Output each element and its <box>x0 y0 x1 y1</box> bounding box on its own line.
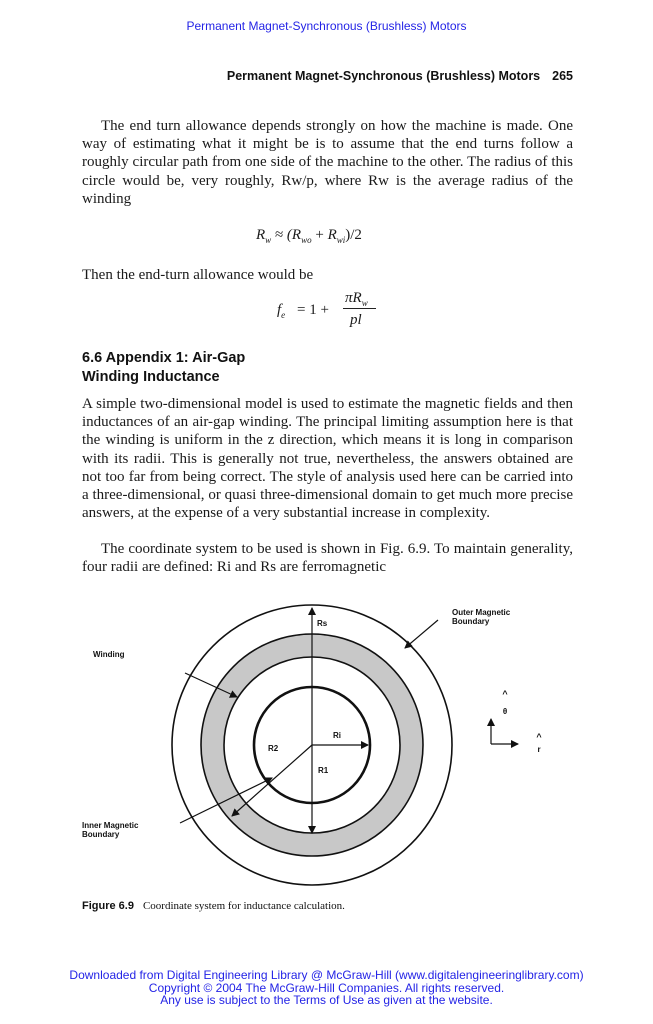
footer-line-1[interactable]: Downloaded from Digital Engineering Library @ McGraw-Hill (www.digitalengineeringlibrary.com) <box>69 968 584 982</box>
theta-label: θ <box>502 707 508 716</box>
running-head-title: Permanent Magnet-Synchronous (Brushless) Motors <box>226 69 541 83</box>
theta-hat-mark: ^ <box>502 689 508 699</box>
figure-caption <box>82 900 345 912</box>
paragraph-end-turn: The end turn allowance depends strongly on how the machine is made. One way of estimating what it might be is to assume that the end turns follow a roughly circular path from one side of the machine to the other. The radius of this circle would be, very roughly, Rw/p, where Rw is the average radius of the winding <box>82 118 573 207</box>
outer-boundary-label-1: Outer Magnetic <box>452 608 511 617</box>
top-banner[interactable]: Permanent Magnet-Synchronous (Brushless) Motors <box>186 19 467 33</box>
outer-boundary-label-2: Boundary <box>452 617 490 626</box>
caption-text: Coordinate system for inductance calculation. <box>142 900 345 912</box>
inner-boundary-label-2: Boundary <box>82 830 120 839</box>
winding-label: Winding <box>93 650 125 659</box>
footer-line-2[interactable]: Copyright © 2004 The McGraw-Hill Companies. All rights reserved. <box>148 980 505 995</box>
page-number: 265 <box>552 69 573 83</box>
paragraph-coordinate-system: The coordinate system to be used is shown in Fig. 6.9. To maintain generality, four radii are defined: Ri and Rs are ferromagnetic <box>82 541 573 576</box>
rs-label: Rs <box>317 619 328 628</box>
equation-rw: $R_w \approx (R_{wo} + R_{wi})/2$ <box>256 227 362 245</box>
outer-boundary-pointer <box>405 620 438 648</box>
caption-number: Figure 6.9 <box>82 900 134 912</box>
r2-label: R2 <box>268 744 279 753</box>
coordinate-figure <box>0 585 653 890</box>
footer[interactable] <box>0 969 653 1007</box>
r1-label: R1 <box>318 766 329 775</box>
running-head <box>227 69 573 83</box>
equation-fe: $f_e$ = 1 + $\pi R_w$ pl <box>277 294 387 334</box>
paragraph-air-gap-model: A simple two-dimensional model is used to estimate the magnetic fields and then inductances of an air-gap winding. The principal limiting assumption here is that the winding is uniform in the z direction, which means it is long in comparison with its radii. This is generally not true, nevertheless, the answers obtained are not too far from being correct. The style of analysis used here can be carried into a three-dimensional, or quasi three-dimensional domain to get much more precise answers, at the expense of a very substantial increase in complexity. <box>82 396 573 522</box>
footer-line-3[interactable]: Any use is subject to the Terms of Use as given at the website. <box>160 993 493 1007</box>
section-heading: 6.6 Appendix 1: Air-Gap Winding Inductance <box>82 350 246 385</box>
r-hat-mark: ^ <box>536 732 542 742</box>
inner-boundary-label-1: Inner Magnetic <box>82 821 139 830</box>
r-label: r <box>537 745 541 754</box>
paragraph-end-turn-allowance: Then the end-turn allowance would be <box>82 267 314 283</box>
ri-label: Ri <box>333 731 341 740</box>
